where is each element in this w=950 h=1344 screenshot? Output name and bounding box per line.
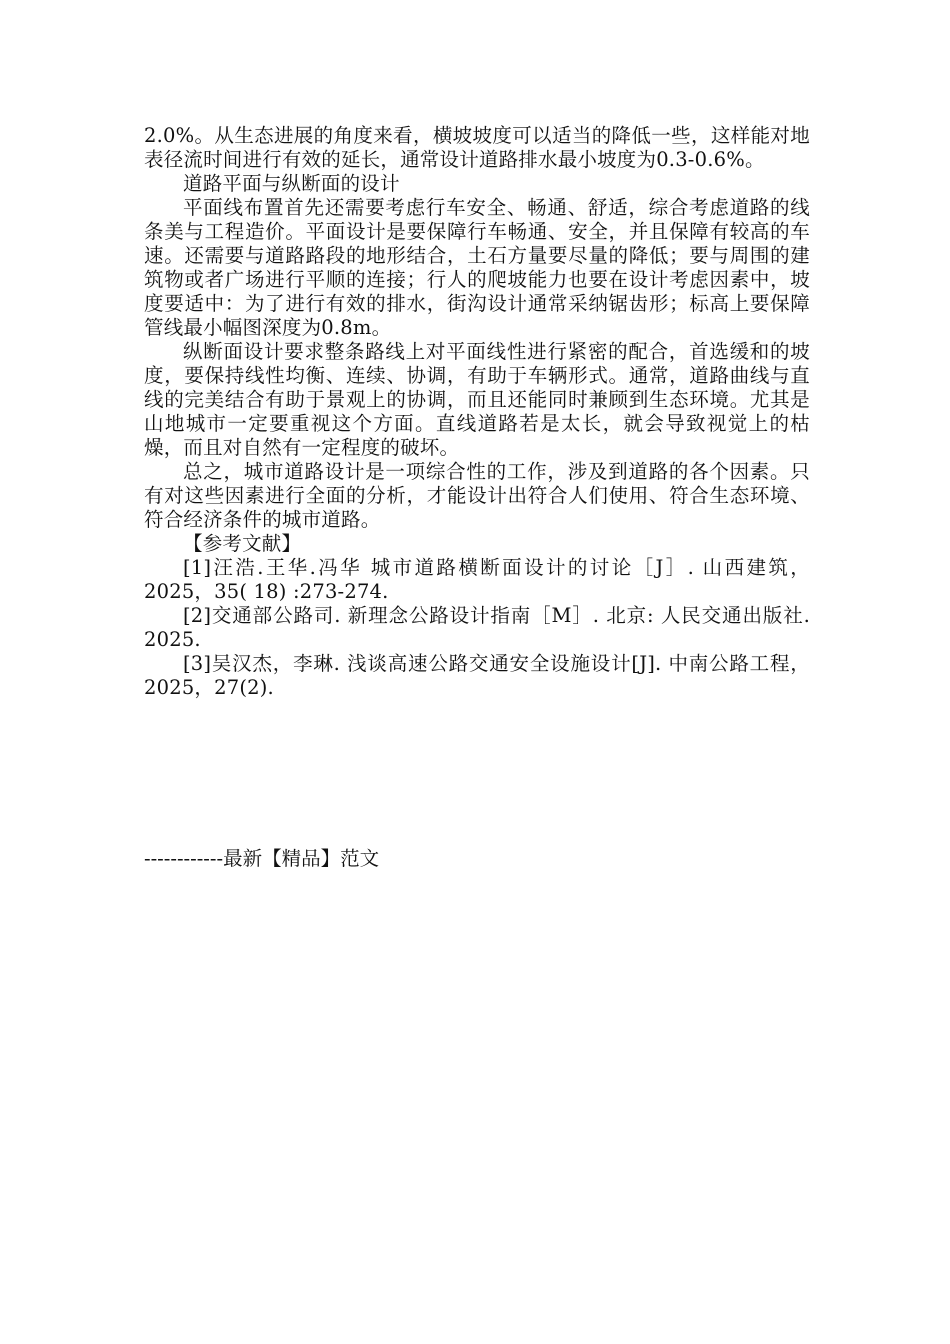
paragraph-profile-design: 纵断面设计要求整条路线上对平面线性进行紧密的配合，首选缓和的坡度，要保持线性均衡、连续、协调，有助于车辆形式。通常，道路曲线与直线的完美结合有助于景观上的协调，而且还能同时兼顾到生态环境。尤其是山地城市一定要重视这个方面。直线道路若是太长，就会导致视觉上的枯燥，而且对自然有一定程度的破坏。 <box>144 340 810 459</box>
references-heading: 【参考文献】 <box>183 532 302 555</box>
reference-item-2: [2]交通部公路司. 新理念公路设计指南［M］. 北京: 人民交通出版社. 2025. <box>144 604 810 651</box>
reference-item-1: [1]汪浩.王华.冯华 城市道路横断面设计的讨论［J］. 山西建筑，2025，35( 18) :273-274. <box>144 556 810 603</box>
section-heading-plan-profile: 道路平面与纵断面的设计 <box>183 172 400 195</box>
footer-tagline: ------------最新【精品】范文 <box>144 847 380 870</box>
reference-item-3: [3]吴汉杰，李琳. 浅谈高速公路交通安全设施设计[J]. 中南公路工程，2025，27(2). <box>144 652 810 699</box>
document-body <box>144 124 810 700</box>
paragraph-slope-continuation: 2.0%。从生态进展的角度来看，横坡坡度可以适当的降低一些，这样能对地表径流时间进行有效的延长，通常设计道路排水最小坡度为0.3-0.6%。 <box>144 124 810 171</box>
paragraph-conclusion: 总之，城市道路设计是一项综合性的工作，涉及到道路的各个因素。只有对这些因素进行全面的分析，才能设计出符合人们使用、符合生态环境、符合经济条件的城市道路。 <box>144 460 810 531</box>
paragraph-plan-design: 平面线布置首先还需要考虑行车安全、畅通、舒适，综合考虑道路的线条美与工程造价。平面设计是要保障行车畅通、安全，并且保障有较高的车速。还需要与道路路段的地形结合，土石方量要尽量的降低；要与周围的建筑物或者广场进行平顺的连接；行人的爬坡能力也要在设计考虑因素中，坡度要适中：为了进行有效的排水，街沟设计通常采纳锯齿形；标高上要保障管线最小幅图深度为0.8m。 <box>144 196 810 339</box>
